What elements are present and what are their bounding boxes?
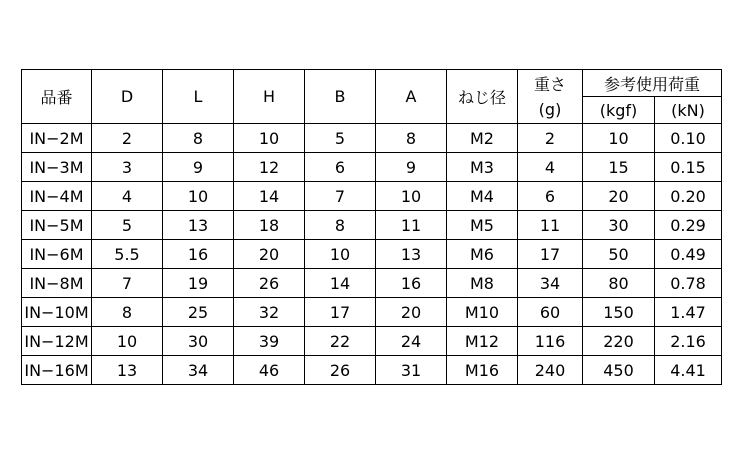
cell-weight: 17	[518, 240, 583, 269]
cell-load-kn: 0.29	[655, 211, 722, 240]
cell-part-no: IN−4M	[22, 182, 92, 211]
cell-b: 8	[305, 211, 376, 240]
cell-weight: 2	[518, 124, 583, 153]
cell-a: 8	[376, 124, 447, 153]
cell-d: 10	[92, 327, 163, 356]
cell-d: 13	[92, 356, 163, 385]
cell-load-kgf: 220	[583, 327, 655, 356]
cell-a: 11	[376, 211, 447, 240]
header-working-load: 参考使用荷重	[583, 70, 722, 97]
cell-thread-size: M3	[447, 153, 518, 182]
cell-d: 3	[92, 153, 163, 182]
table-row	[22, 153, 722, 182]
cell-b: 7	[305, 182, 376, 211]
table-row	[22, 182, 722, 211]
cell-load-kgf: 30	[583, 211, 655, 240]
cell-l: 10	[163, 182, 234, 211]
cell-h: 20	[234, 240, 305, 269]
table-body	[22, 124, 722, 385]
cell-h: 32	[234, 298, 305, 327]
cell-load-kn: 2.16	[655, 327, 722, 356]
cell-l: 19	[163, 269, 234, 298]
cell-thread-size: M6	[447, 240, 518, 269]
cell-l: 9	[163, 153, 234, 182]
cell-load-kn: 1.47	[655, 298, 722, 327]
cell-load-kgf: 20	[583, 182, 655, 211]
cell-weight: 11	[518, 211, 583, 240]
cell-h: 14	[234, 182, 305, 211]
table-header	[22, 70, 722, 124]
cell-h: 12	[234, 153, 305, 182]
cell-b: 5	[305, 124, 376, 153]
cell-load-kn: 0.10	[655, 124, 722, 153]
table-row	[22, 124, 722, 153]
cell-load-kgf: 80	[583, 269, 655, 298]
cell-b: 22	[305, 327, 376, 356]
cell-weight: 240	[518, 356, 583, 385]
cell-thread-size: M5	[447, 211, 518, 240]
cell-b: 26	[305, 356, 376, 385]
cell-h: 18	[234, 211, 305, 240]
cell-thread-size: M8	[447, 269, 518, 298]
cell-d: 4	[92, 182, 163, 211]
cell-load-kgf: 15	[583, 153, 655, 182]
cell-h: 26	[234, 269, 305, 298]
cell-d: 5	[92, 211, 163, 240]
cell-a: 20	[376, 298, 447, 327]
cell-a: 24	[376, 327, 447, 356]
header-l: L	[163, 70, 234, 124]
cell-load-kn: 0.78	[655, 269, 722, 298]
cell-h: 46	[234, 356, 305, 385]
cell-b: 14	[305, 269, 376, 298]
cell-load-kn: 0.49	[655, 240, 722, 269]
cell-l: 30	[163, 327, 234, 356]
cell-load-kn: 4.41	[655, 356, 722, 385]
header-weight: 重さ	[518, 70, 583, 97]
spec-table	[21, 69, 722, 385]
cell-part-no: IN−3M	[22, 153, 92, 182]
cell-d: 7	[92, 269, 163, 298]
table-row	[22, 298, 722, 327]
cell-l: 13	[163, 211, 234, 240]
cell-l: 25	[163, 298, 234, 327]
cell-a: 13	[376, 240, 447, 269]
table-row	[22, 356, 722, 385]
cell-l: 8	[163, 124, 234, 153]
table-row	[22, 269, 722, 298]
cell-thread-size: M10	[447, 298, 518, 327]
cell-a: 9	[376, 153, 447, 182]
cell-a: 31	[376, 356, 447, 385]
cell-load-kn: 0.20	[655, 182, 722, 211]
cell-weight: 60	[518, 298, 583, 327]
cell-part-no: IN−5M	[22, 211, 92, 240]
header-weight-unit: (g)	[518, 97, 583, 124]
table-row	[22, 211, 722, 240]
cell-load-kn: 0.15	[655, 153, 722, 182]
cell-weight: 4	[518, 153, 583, 182]
header-a: A	[376, 70, 447, 124]
cell-l: 16	[163, 240, 234, 269]
header-h: H	[234, 70, 305, 124]
cell-h: 39	[234, 327, 305, 356]
header-load-kgf: (kgf)	[583, 97, 655, 124]
header-thread-size: ねじ径	[447, 70, 518, 124]
cell-part-no: IN−8M	[22, 269, 92, 298]
cell-b: 6	[305, 153, 376, 182]
cell-weight: 6	[518, 182, 583, 211]
header-part-no: 品番	[22, 70, 92, 124]
cell-h: 10	[234, 124, 305, 153]
cell-d: 8	[92, 298, 163, 327]
cell-a: 16	[376, 269, 447, 298]
cell-load-kgf: 50	[583, 240, 655, 269]
header-b: B	[305, 70, 376, 124]
cell-weight: 116	[518, 327, 583, 356]
cell-b: 17	[305, 298, 376, 327]
cell-thread-size: M2	[447, 124, 518, 153]
cell-load-kgf: 10	[583, 124, 655, 153]
cell-part-no: IN−6M	[22, 240, 92, 269]
header-d: D	[92, 70, 163, 124]
cell-weight: 34	[518, 269, 583, 298]
cell-part-no: IN−2M	[22, 124, 92, 153]
cell-a: 10	[376, 182, 447, 211]
cell-d: 2	[92, 124, 163, 153]
cell-part-no: IN−16M	[22, 356, 92, 385]
cell-thread-size: M12	[447, 327, 518, 356]
cell-load-kgf: 450	[583, 356, 655, 385]
cell-thread-size: M4	[447, 182, 518, 211]
table-row	[22, 240, 722, 269]
cell-part-no: IN−12M	[22, 327, 92, 356]
cell-d: 5.5	[92, 240, 163, 269]
table-row	[22, 327, 722, 356]
cell-load-kgf: 150	[583, 298, 655, 327]
cell-l: 34	[163, 356, 234, 385]
header-load-kn: (kN)	[655, 97, 722, 124]
cell-part-no: IN−10M	[22, 298, 92, 327]
cell-b: 10	[305, 240, 376, 269]
cell-thread-size: M16	[447, 356, 518, 385]
